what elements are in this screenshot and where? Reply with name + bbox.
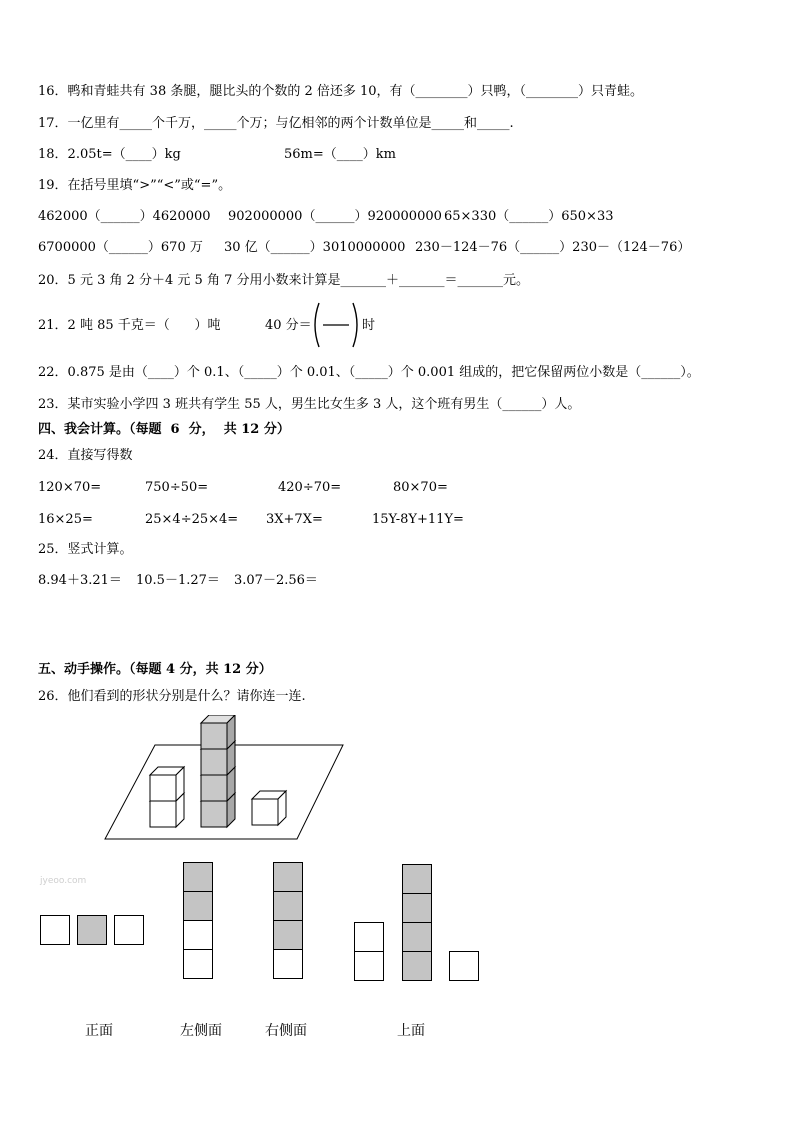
question-18-part-a: 18．2.05t=（____）kg [38, 147, 181, 162]
question-17: 17．一亿里有_____个千万，_____个万；与亿相邻的两个计数单位是_____和_____. [38, 116, 514, 131]
question-23: 23．某市实验小学四 3 班共有学生 55 人，男生比女生多 3 人，这个班有男生（______）人。 [38, 397, 581, 412]
cube [252, 791, 286, 825]
question-26: 26．他们看到的形状分别是什么？请你连一连. [38, 689, 306, 704]
fraction-blank-icon [310, 301, 362, 349]
q24-row1-item2: 750÷50= [145, 480, 209, 495]
q19-row1-item1: 462000（______）4620000 [38, 209, 211, 224]
q19-row2-item1: 6700000（______）670 万 [38, 240, 203, 255]
q19-row2-item2: 30 亿（______）3010000000 [224, 240, 406, 255]
label-front: 正面 [85, 1023, 113, 1039]
label-top: 上面 [397, 1023, 425, 1039]
q25-item2: 10.5－1.27＝ [136, 573, 220, 588]
question-22: 22．0.875 是由（____）个 0.1、（_____）个 0.01、（_____）个 0.001 组成的，把它保留两位小数是（______）。 [38, 365, 700, 380]
question-18-part-b: 56m=（____）km [284, 147, 396, 162]
cube-scene-figure [100, 715, 350, 845]
question-25-title: 25．竖式计算。 [38, 542, 133, 557]
watermark: jyeoo.com [40, 876, 87, 886]
q24-row2-item3: 3X+7X= [266, 512, 323, 527]
section-5-heading: 五、动手操作。（每题 4 分，共 12 分） [38, 662, 272, 677]
section-4-heading: 四、我会计算。（每题 6 分， 共 12 分） [38, 422, 290, 437]
q25-item1: 8.94＋3.21＝ [38, 573, 122, 588]
question-20: 20．5 元 3 角 2 分＋4 元 5 角 7 分用小数来计算是_______＋_______＝_______元。 [38, 273, 529, 288]
q19-row1-item2: 902000000（______）920000000 [228, 209, 442, 224]
q24-row2-item2: 25×4÷25×4= [145, 512, 239, 527]
cube [150, 767, 184, 801]
question-21-part-b: 40 分＝ [265, 318, 312, 333]
question-19-title: 19．在括号里填“>”“<”或“=”。 [38, 178, 232, 193]
q19-row2-item3: 230－124－76（______）230－（124－76） [415, 240, 691, 255]
q24-row1-item3: 420÷70= [278, 480, 342, 495]
q24-row1-item1: 120×70= [38, 480, 102, 495]
question-16: 16．鸭和青蛙共有 38 条腿，腿比头的个数的 2 倍还多 10，有（________）只鸭，（________）只青蛙。 [38, 84, 644, 99]
q24-row2-item4: 15Y-8Y+11Y= [372, 512, 464, 527]
q25-item3: 3.07－2.56＝ [234, 573, 318, 588]
q24-row1-item4: 80×70= [393, 480, 448, 495]
q24-row2-item1: 16×25= [38, 512, 93, 527]
question-24-title: 24．直接写得数 [38, 448, 133, 463]
q19-row1-item3: 65×330（______）650×33 [444, 209, 614, 224]
label-left-side: 左侧面 [180, 1023, 222, 1039]
cube [201, 715, 235, 749]
question-21-part-c: 时 [362, 318, 376, 333]
label-right-side: 右侧面 [265, 1023, 307, 1039]
question-21-part-a: 21．2 吨 85 千克＝（ ）吨 [38, 318, 221, 333]
